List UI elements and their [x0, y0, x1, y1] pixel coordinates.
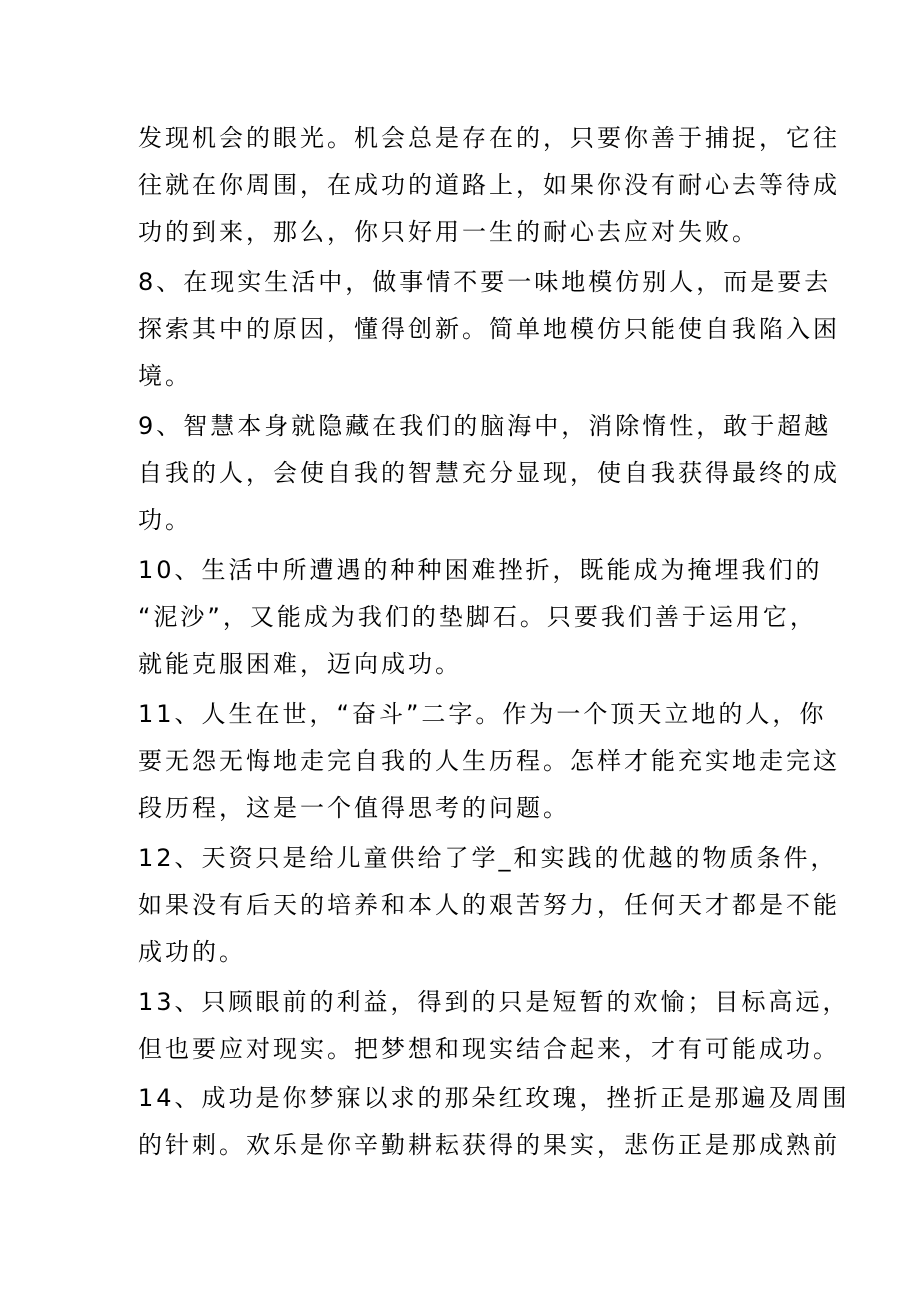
text-line: 12、天资只是给儿童供给了学_和实践的优越的物质条件， — [138, 844, 838, 872]
text-line: 14、成功是你梦寐以求的那朵红玫瑰，挫折正是那遍及周围 — [138, 1084, 850, 1112]
text-line: 8、在现实生活中，做事情不要一味地模仿别人，而是要去 — [138, 268, 832, 296]
text-line: 就能克服困难，迈向成功。 — [138, 650, 462, 678]
text-line: 成功的。 — [138, 938, 246, 966]
text-line: 境。 — [138, 362, 192, 390]
text-line: 但也要应对现实。把梦想和现实结合起来，才有可能成功。 — [138, 1035, 840, 1063]
text-line: 探索其中的原因，懂得创新。简单地模仿只能使自我陷入困 — [138, 315, 840, 343]
text-line: 往就在你周围，在成功的道路上，如果你没有耐心去等待成 — [138, 171, 840, 199]
text-line: 功的到来，那么，你只好用一生的耐心去应对失败。 — [138, 218, 759, 246]
text-line: 要无怨无悔地走完自我的人生历程。怎样才能充实地走完这 — [138, 747, 840, 775]
text-line: “泥沙”，又能成为我们的垫脚石。只要我们善于运用它， — [138, 603, 817, 631]
text-line: 11、人生在世，“奋斗”二字。作为一个顶天立地的人，你 — [138, 700, 827, 728]
text-line: 9、智慧本身就隐藏在我们的脑海中，消除惰性，敢于超越 — [138, 412, 832, 440]
text-line: 如果没有后天的培养和本人的艰苦努力，任何天才都是不能 — [138, 891, 840, 919]
text-line: 的针刺。欢乐是你辛勤耕耘获得的果实，悲伤正是那成熟前 — [138, 1131, 840, 1159]
text-line: 10、生活中所遭遇的种种困难挫折，既能成为掩埋我们的 — [138, 556, 823, 584]
text-line: 段历程，这是一个值得思考的问题。 — [138, 794, 570, 822]
text-line: 自我的人，会使自我的智慧充分显现，使自我获得最终的成 — [138, 459, 840, 487]
text-line: 13、只顾眼前的利益，得到的只是短暂的欢愉；目标高远， — [138, 988, 850, 1016]
text-line: 发现机会的眼光。机会总是存在的，只要你善于捕捉，它往 — [138, 124, 840, 152]
text-line: 功。 — [138, 506, 192, 534]
